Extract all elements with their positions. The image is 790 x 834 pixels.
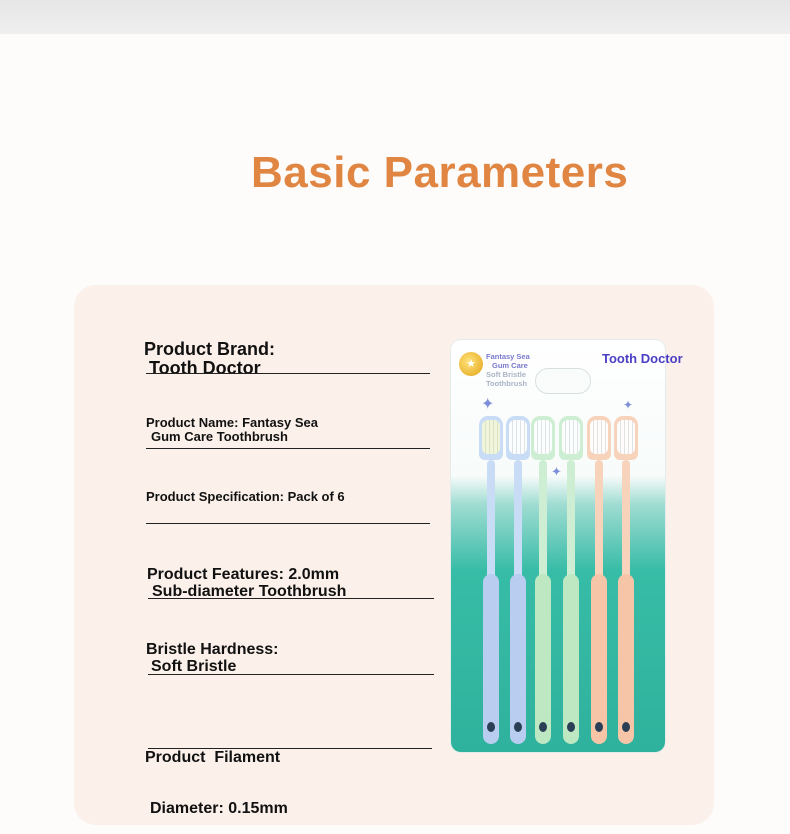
package-line-4: Toothbrush [486, 379, 528, 388]
toothbrush [559, 416, 583, 748]
package-label [486, 352, 566, 388]
param-brand-value: Tooth Doctor [149, 358, 261, 378]
param-filament-label: Product Filament [145, 749, 281, 766]
param-specification [146, 490, 345, 504]
param-filament [145, 715, 288, 834]
param-name-label: Product Name: Fantasy Sea [146, 415, 318, 430]
star-icon: ✦ [481, 396, 495, 413]
product-package-image [451, 340, 683, 752]
badge-icon: ★ [459, 352, 483, 376]
param-hardness-label: Bristle Hardness: [146, 641, 279, 658]
param-name [146, 416, 318, 444]
param-features-value: Sub-diameter Toothbrush [152, 583, 347, 600]
toothbrush [479, 416, 503, 748]
top-band [0, 0, 790, 34]
toothbrush [531, 416, 555, 748]
divider-line [148, 748, 432, 749]
param-features [147, 566, 346, 600]
param-hardness-value: Soft Bristle [151, 658, 237, 675]
divider-line [148, 674, 434, 675]
divider-line [146, 523, 430, 524]
star-icon: ✦ [623, 398, 634, 412]
param-name-value: Gum Care Toothbrush [151, 429, 288, 444]
param-specification-label: Product Specification: Pack of 6 [146, 489, 345, 504]
package-brand: Tooth Doctor [602, 351, 683, 366]
param-features-label: Product Features: 2.0mm [147, 566, 340, 583]
toothbrush [614, 416, 638, 748]
divider-line [146, 448, 430, 449]
toothbrush [587, 416, 611, 748]
param-brand-label: Product Brand: [144, 339, 276, 359]
package-line-3: Soft Bristle [486, 370, 527, 379]
star-icon: ✦ [551, 464, 562, 479]
divider-line [148, 598, 434, 599]
param-filament-value: Diameter: 0.15mm [150, 800, 288, 817]
package-line-1: Fantasy Sea [486, 352, 530, 361]
divider-line [146, 373, 430, 374]
package-line-2: Gum Care [492, 361, 528, 370]
param-hardness [146, 641, 279, 675]
page-title: Basic Parameters [251, 148, 629, 197]
toothbrush [506, 416, 530, 748]
